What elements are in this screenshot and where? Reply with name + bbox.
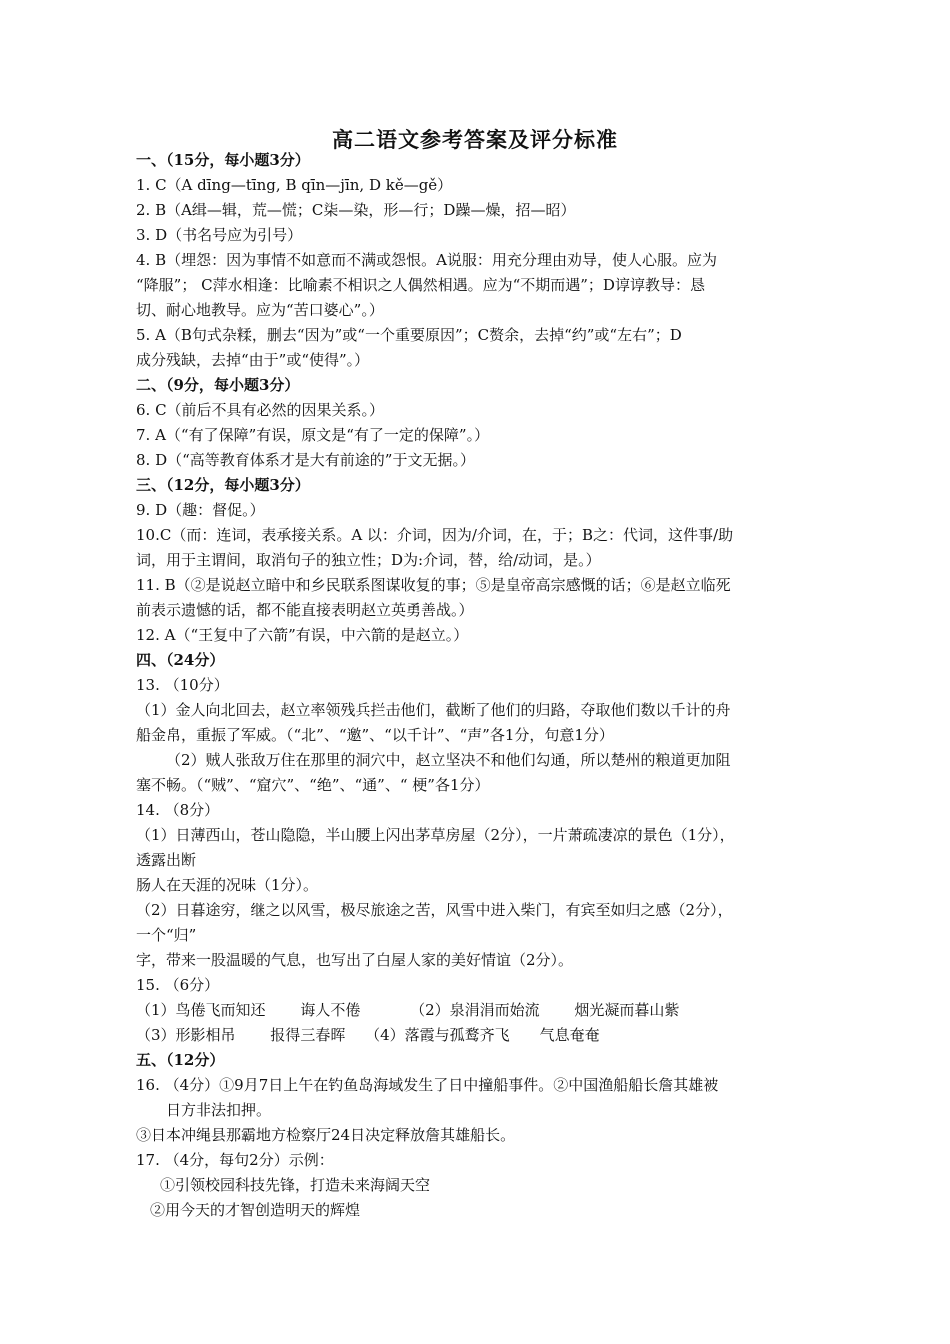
answer-line: 3. D（书名号应为引号） — [136, 226, 303, 244]
section-heading-5: 五、（12分） — [136, 1051, 225, 1069]
section-heading-2: 二、（9分，每小题3分） — [136, 376, 300, 394]
answer-line: “降服”； C萍水相逢：比喻素不相识之人偶然相遇。应为“不期而遇”；D谆谆教导：恳 — [136, 276, 705, 294]
answer-line: 成分残缺，去掉“由于”或“使得”。） — [136, 351, 370, 369]
answer-line: 4. B（埋怨：因为事情不如意而不满或怨恨。A说服：用充分理由劝导，使人心服。应为 — [136, 251, 717, 269]
answer-line: 切、耐心地教导。应为“苦口婆心”。） — [136, 301, 384, 319]
answer-line: ②用今天的才智创造明天的辉煌 — [150, 1201, 361, 1219]
answer-line: 字，带来一股温暖的气息，也写出了白屋人家的美好情谊（2分）。 — [136, 951, 574, 969]
section-heading-3: 三、（12分，每小题3分） — [136, 476, 310, 494]
page-title: 高二语文参考答案及评分标准 — [332, 127, 618, 152]
answer-line: 2. B（A缉—辑，荒—慌；C柒—染，形—行；D躁—燥，招—昭） — [136, 201, 576, 219]
answer-line: 13. （10分） — [136, 676, 229, 694]
answer-line: （2）日暮途穷，继之以风雪，极尽旅途之苦，风雪中进入柴门，有宾至如归之感（2分）， — [136, 901, 733, 919]
answer-line: 词，用于主谓间，取消句子的独立性；D为:介词，替，给/动词，是。） — [136, 551, 601, 569]
answer-line: （2）贼人张敌万住在那里的洞穴中，赵立坚决不和他们勾通，所以楚州的粮道更加阻 — [166, 751, 731, 769]
answer-line: 17. （4分，每句2分）示例： — [136, 1151, 334, 1169]
answer-line: 塞不畅。（“贼”、“窟穴”、“绝”、“通”、“ 梗”各1分） — [136, 776, 490, 794]
answer-line: ①引领校园科技先锋，打造未来海阔天空 — [160, 1176, 431, 1194]
answer-line: （1）日薄西山，苍山隐隐，半山腰上闪出茅草房屋（2分），一片萧疏凄凉的景色（1分）， — [136, 826, 735, 844]
answer-line: 日方非法扣押。 — [166, 1101, 272, 1119]
answer-line: 7. A（“有了保障”有误，原文是“有了一定的保障”。） — [136, 426, 490, 444]
answer-line: 6. C（前后不具有必然的因果关系。） — [136, 401, 385, 419]
answer-line: ③日本冲绳县那霸地方检察厅24日决定释放詹其雄船长。 — [136, 1126, 516, 1144]
answer-line: 肠人在天涯的况味（1分）。 — [136, 876, 319, 894]
answer-line: 透露出断 — [136, 851, 197, 869]
answer-line: 9. D（趣：督促。） — [136, 501, 265, 519]
answer-line: 一个“归” — [136, 926, 197, 944]
section-heading-4: 四、（24分） — [136, 651, 225, 669]
answer-line: 12. A（“王复中了六箭”有误，中六箭的是赵立。） — [136, 626, 469, 644]
answer-line: 11. B（②是说赵立暗中和乡民联系图谋收复的事；⑤是皇帝高宗感慨的话；⑥是赵立临死 — [136, 576, 731, 594]
answer-line: 前表示遗憾的话，都不能直接表明赵立英勇善战。） — [136, 601, 474, 619]
answer-line: 8. D（“高等教育体系才是大有前途的”于文无据。） — [136, 451, 475, 469]
answer-line: 10.C（而：连词，表承接关系。A 以：介词，因为/介词，在，于；B之：代词，这件事/助 — [136, 526, 734, 544]
answer-line: 船金帛，重振了军威。（“北”、“邀”、“以千计”、“声”各1分，句意1分） — [136, 726, 614, 744]
answer-line: 16. （4分）①9月7日上午在钓鱼岛海域发生了日中撞船事件。②中国渔船船长詹其雄被 — [136, 1076, 719, 1094]
answer-line: （1）鸟倦飞而知还 诲人不倦 （2）泉涓涓而始流 烟光凝而暮山紫 — [136, 1001, 680, 1019]
answer-line: （3）形影相吊 报得三春晖 （4）落霞与孤鹜齐飞 气息奄奄 — [136, 1026, 600, 1044]
answer-line: （1）金人向北回去，赵立率领残兵拦击他们，截断了他们的归路，夺取他们数以千计的舟 — [136, 701, 731, 719]
answer-line: 15. （6分） — [136, 976, 220, 994]
answer-line: 14. （8分） — [136, 801, 220, 819]
section-heading-1: 一、（15分，每小题3分） — [136, 151, 310, 169]
answer-line: 1. C（A dīng—tīng, B qīn—jīn, D kě—gě） — [136, 176, 453, 194]
answer-line: 5. A（B句式杂糅，删去“因为”或“一个重要原因”；C赘余，去掉“约”或“左右”；D — [136, 326, 682, 344]
